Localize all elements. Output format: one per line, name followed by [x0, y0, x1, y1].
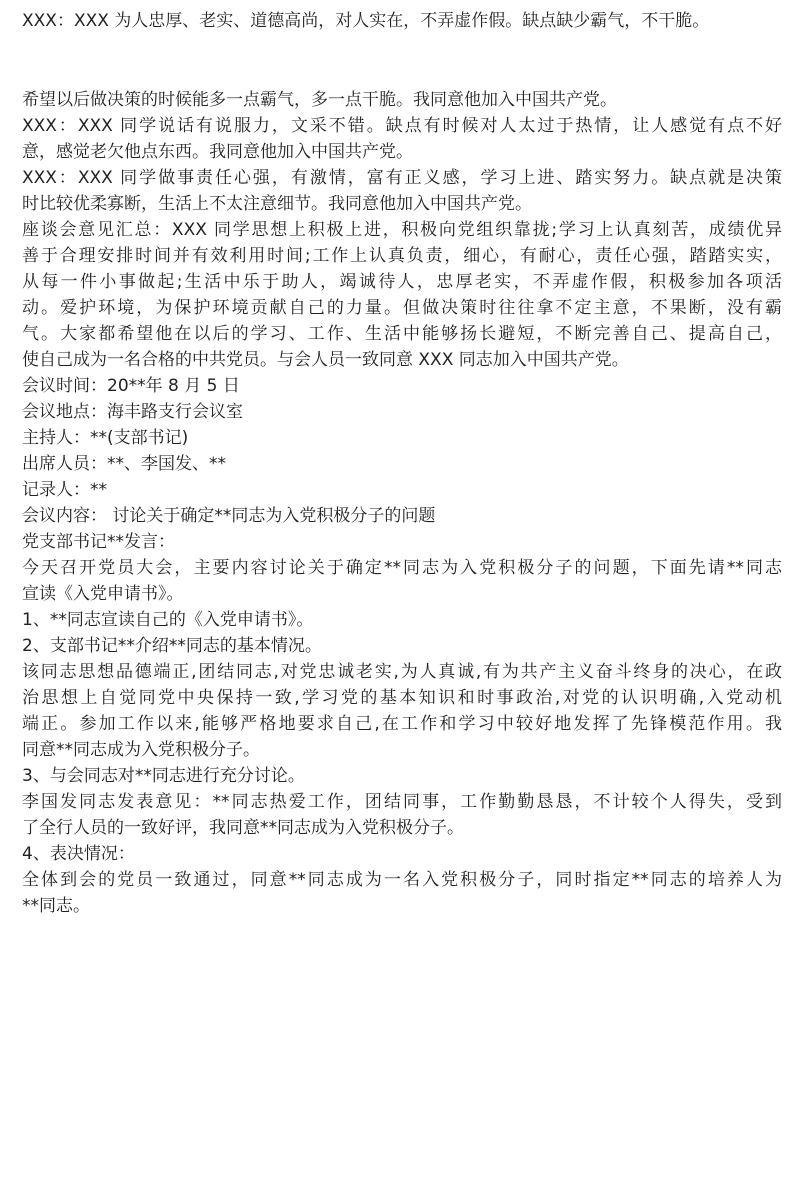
text-line: 希望以后做决策的时候能多一点霸气，多一点干脆。我同意他加入中国共产党。: [22, 90, 617, 110]
text-line: 善于合理安排时间并有效利用时间;工作上认真负责，细心，有耐心，责任心强，踏踏实实，: [22, 246, 782, 266]
text-line: 2、支部书记**介绍**同志的基本情况。: [22, 636, 322, 656]
text-line: 今天召开党员大会，主要内容讨论关于确定**同志为入党积极分子的问题，下面先请**同志: [22, 558, 782, 578]
paragraph: [22, 659, 782, 763]
text-line: 动。爱护环境，为保护环境贡献自己的力量。但做决策时往往拿不定主意，不果断，没有霸: [22, 298, 782, 318]
text-line: 1、**同志宣读自己的《入党申请书》。: [22, 610, 314, 630]
text-line: 宣读《入党申请书》。: [22, 584, 184, 604]
paragraph: [22, 451, 782, 477]
document-body: [22, 87, 782, 919]
text-line: 会议内容： 讨论关于确定**同志为入党积极分子的问题: [22, 506, 436, 526]
text-line: 3、与会同志对**同志进行充分讨论。: [22, 766, 305, 786]
text-line: XXX：XXX 同学说话有说服力，文采不错。缺点有时候对人太过于热情，让人感觉有点不好: [22, 116, 782, 136]
text-line: 主持人：**(支部书记): [22, 428, 189, 448]
text-line: 会议地点：海丰路支行会议室: [22, 402, 243, 422]
text-line: 了全行人员的一致好评，我同意**同志成为入党积极分子。: [22, 818, 464, 838]
text-line: 使自己成为一名合格的中共党员。与会人员一致同意 XXX 同志加入中国共产党。: [22, 350, 629, 370]
paragraph: [22, 607, 782, 633]
paragraph: [22, 165, 782, 217]
paragraph: [22, 503, 782, 529]
text-line: 李国发同志发表意见：**同志热爱工作，团结同事，工作勤勤恳恳，不计较个人得失，受到: [22, 792, 782, 812]
text-line: 意，感觉老欠他点东西。我同意他加入中国共产党。: [22, 142, 413, 162]
text-line: **同志。: [22, 896, 90, 916]
text-line: 治思想上自觉同党中央保持一致,学习党的基本知识和时事政治,对党的认识明确,入党动机: [22, 688, 782, 708]
paragraph: [22, 763, 782, 789]
text-line: 同意**同志成为入党积极分子。: [22, 740, 260, 760]
paragraph: [22, 399, 782, 425]
text-line: 该同志思想品德端正,团结同志,对党忠诚老实,为人真诚,有为共产主义奋斗终身的决心，在政: [22, 662, 782, 682]
paragraph: [22, 789, 782, 841]
text-line: 气。大家都希望他在以后的学习、工作、生活中能够扬长避短，不断完善自己、提高自己，: [22, 324, 782, 344]
text-line: 记录人：**: [22, 480, 107, 500]
text-line: 出席人员：**、李国发、**: [22, 454, 226, 474]
paragraph: [22, 425, 782, 451]
text-line: 4、表决情况：: [22, 844, 135, 864]
text-line: 座谈会意见汇总：XXX 同学思想上积极上进，积极向党组织靠拢;学习上认真刻苦，成绩优异: [22, 220, 782, 240]
text-line: 会议时间：20**年 8 月 5 日: [22, 376, 240, 396]
text-line: 党支部书记**发言：: [22, 532, 175, 552]
paragraph: [22, 529, 782, 555]
paragraph: [22, 113, 782, 165]
text-line: 从每一件小事做起;生活中乐于助人，竭诚待人，忠厚老实，不弄虚作假，积极参加各项活: [22, 272, 782, 292]
paragraph: [22, 217, 782, 373]
text-line: XXX：XXX 同学做事责任心强，有激情，富有正义感，学习上进、踏实努力。缺点就是决策: [22, 168, 782, 188]
paragraph: [22, 841, 782, 867]
paragraph: [22, 867, 782, 919]
text-line: 端正。参加工作以来,能够严格地要求自己,在工作和学习中较好地发挥了先锋模范作用。我: [22, 714, 782, 734]
current-top-line: XXX：XXX 为人忠厚、老实、道德高尚，对人实在，不弄虚作假。缺点缺少霸气，不干脆。: [22, 11, 710, 31]
paragraph: [22, 633, 782, 659]
paragraph: [22, 373, 782, 399]
paragraph: [22, 477, 782, 503]
text-line: 时比较优柔寡断，生活上不太注意细节。我同意他加入中国共产党。: [22, 194, 532, 214]
paragraph: [22, 87, 782, 113]
paragraph: [22, 555, 782, 607]
text-line: 全体到会的党员一致通过，同意**同志成为一名入党积极分子，同时指定**同志的培养人为: [22, 870, 782, 890]
